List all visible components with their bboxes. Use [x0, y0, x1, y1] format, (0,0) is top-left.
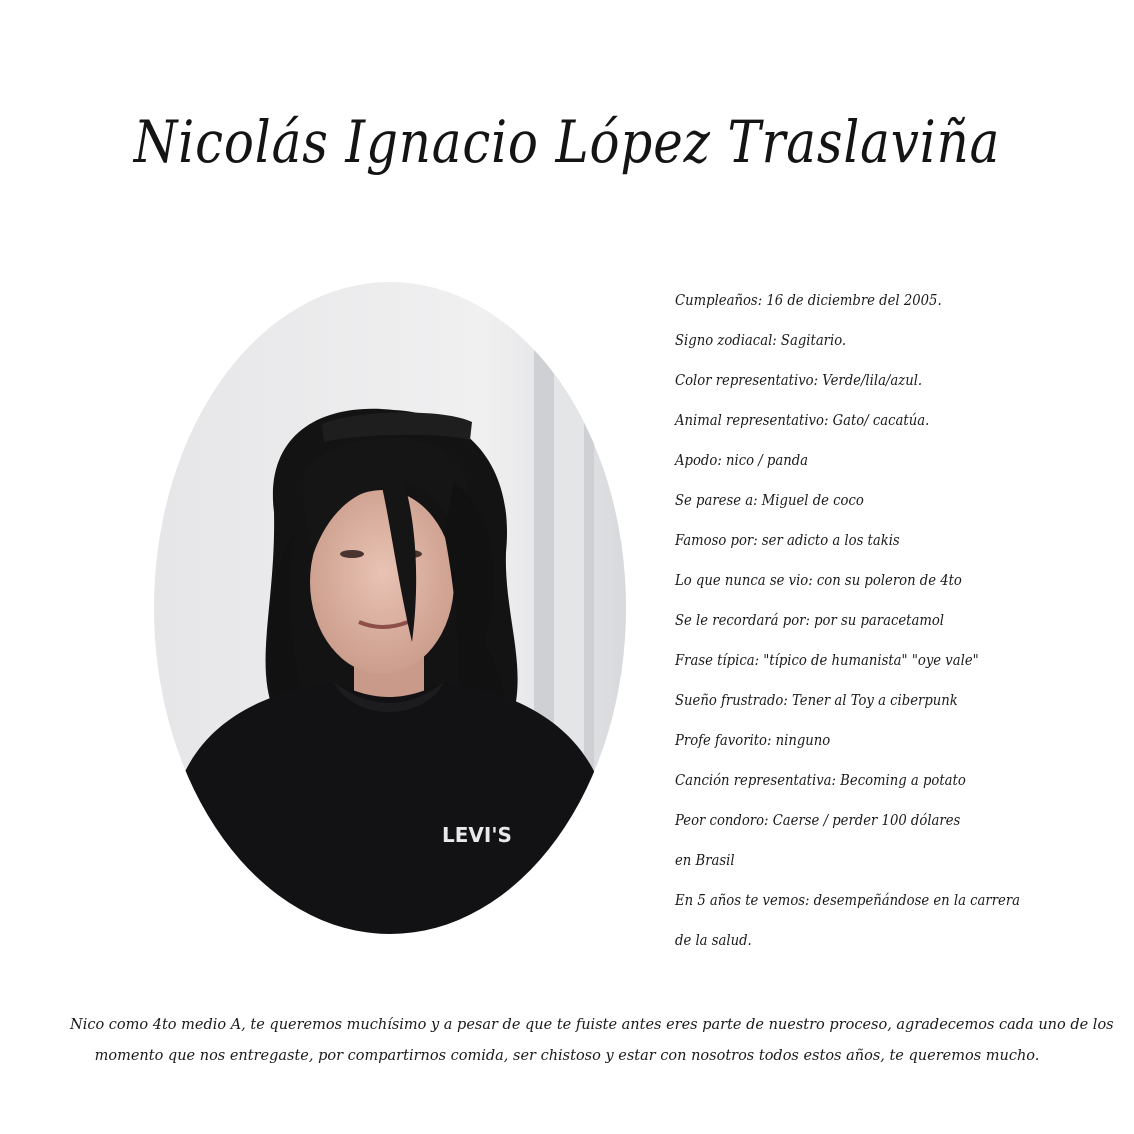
fact-never-seen: Lo que nunca se vio: con su poleron de 4to [675, 571, 962, 589]
fact-lookalike: Se parese a: Miguel de coco [675, 491, 864, 509]
fact-animal: Animal representativo: Gato/ cacatúa. [675, 411, 930, 429]
fact-birthday: Cumpleaños: 16 de diciembre del 2005. [675, 291, 942, 309]
facts-list [675, 280, 1115, 960]
fact-five-years: En 5 años te vemos: desempeñándose en la carrera [675, 891, 1021, 909]
fact-favorite-teacher: Profe favorito: ninguno [675, 731, 831, 749]
fact-typical-phrase: Frase típica: "típico de humanista" "oye vale" [675, 651, 979, 669]
fact-worst-blunder-cont: en Brasil [675, 851, 735, 869]
fact-worst-blunder: Peor condoro: Caerse / perder 100 dólares [675, 811, 961, 829]
shirt-logo-text: LEVI'S [442, 823, 512, 847]
portrait-photo [154, 282, 626, 934]
fact-five-years-cont: de la salud. [675, 931, 752, 949]
fact-famous-for: Famoso por: ser adicto a los takis [675, 531, 900, 549]
portrait-illustration [154, 282, 626, 934]
dedication-text [70, 1010, 1114, 1072]
dedication-line-1: Nico como 4to medio A, te queremos muchísimo y a pesar de que te fuiste antes eres parte de nuestro proceso, agradecemos cada uno de los [70, 1017, 1114, 1033]
fact-color: Color representativo: Verde/lila/azul. [675, 371, 923, 389]
page-title: Nicolás Ignacio López Traslaviña [133, 108, 1001, 176]
fact-zodiac: Signo zodiacal: Sagitario. [675, 331, 847, 349]
fact-frustrated-dream: Sueño frustrado: Tener al Toy a ciberpunk [675, 691, 958, 709]
dedication-line-2: momento que nos entregaste, por compartirnos comida, ser chistoso y estar con nosotros todos estos años, te queremos mucho. [94, 1048, 1040, 1064]
fact-remembered-for: Se le recordará por: por su paracetamol [675, 611, 945, 629]
fact-song: Canción representativa: Becoming a potato [675, 771, 966, 789]
fact-nickname: Apodo: nico / panda [675, 451, 809, 469]
